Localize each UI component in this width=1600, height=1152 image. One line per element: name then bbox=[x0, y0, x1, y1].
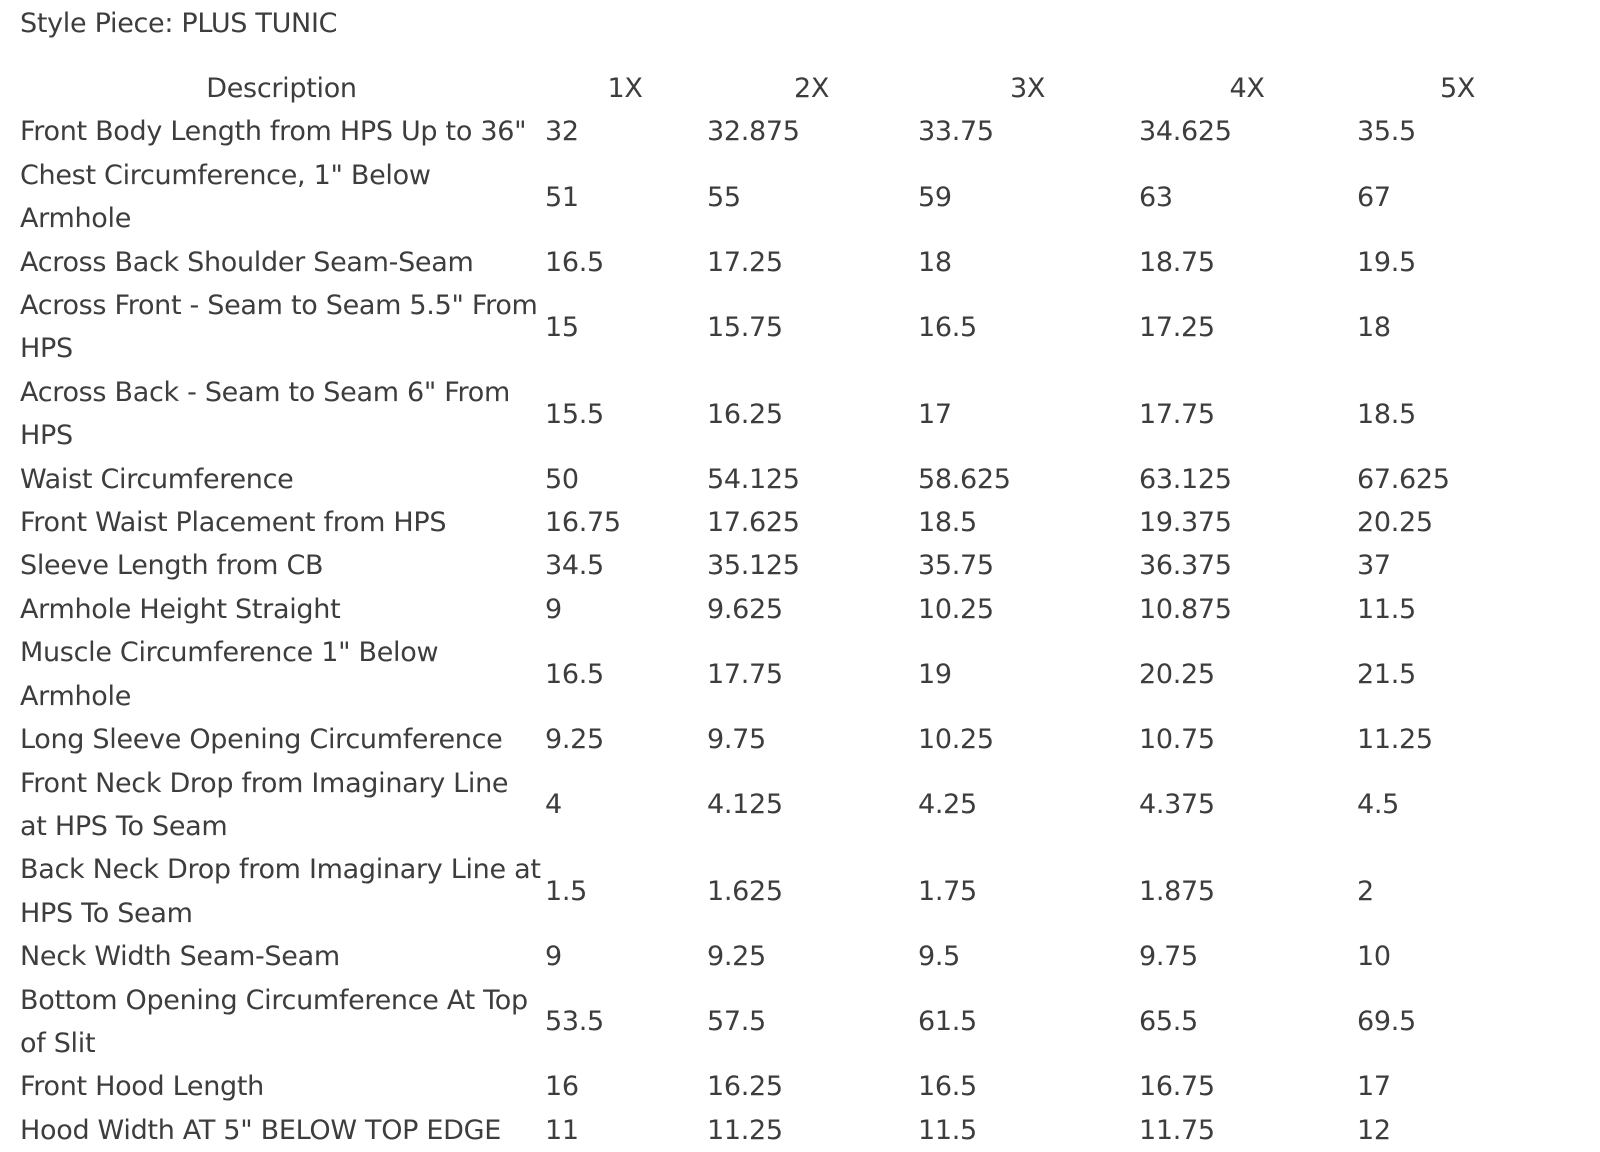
measurement-value-2x: 17.625 bbox=[707, 507, 800, 539]
table-body bbox=[18, 110, 1558, 1152]
measurement-value-3x: 58.625 bbox=[918, 463, 1011, 495]
measurement-value-2x: 17.75 bbox=[707, 658, 783, 690]
table-row bbox=[18, 241, 1558, 284]
header-size-4x: 4X bbox=[1229, 73, 1265, 104]
measurement-description: Hood Width AT 5" BELOW TOP EDGE bbox=[20, 1114, 502, 1146]
measurement-value-2x: 9.75 bbox=[707, 724, 766, 756]
measurement-value-4x: 10.75 bbox=[1139, 724, 1215, 756]
table-row bbox=[18, 284, 1558, 371]
measurement-value-5x: 35.5 bbox=[1357, 116, 1416, 148]
measurement-value-5x: 20.25 bbox=[1357, 507, 1433, 539]
measurement-value-4x: 63 bbox=[1139, 181, 1173, 213]
table-row bbox=[18, 588, 1558, 631]
measurement-value-3x: 59 bbox=[918, 181, 952, 213]
measurement-value-5x: 4.5 bbox=[1357, 789, 1400, 821]
measurement-value-1x: 15.5 bbox=[545, 398, 604, 430]
measurement-value-5x: 2 bbox=[1357, 876, 1374, 908]
measurement-value-4x: 65.5 bbox=[1139, 1006, 1198, 1038]
measurement-value-3x: 1.75 bbox=[918, 876, 977, 908]
measurement-value-5x: 12 bbox=[1357, 1114, 1391, 1146]
table-row bbox=[18, 371, 1558, 458]
measurement-description: Sleeve Length from CB bbox=[20, 550, 324, 582]
measurement-value-4x: 19.375 bbox=[1139, 507, 1232, 539]
measurement-description: Across Front - Seam to Seam 5.5" From HPS bbox=[20, 290, 538, 365]
measurement-description: Front Waist Placement from HPS bbox=[20, 507, 447, 539]
header-description: Description bbox=[206, 73, 357, 104]
measurement-value-3x: 10.25 bbox=[918, 593, 994, 625]
measurement-value-2x: 54.125 bbox=[707, 463, 800, 495]
measurement-value-1x: 53.5 bbox=[545, 1006, 604, 1038]
measurement-value-2x: 16.25 bbox=[707, 398, 783, 430]
style-piece-title: Style Piece: PLUS TUNIC bbox=[20, 8, 338, 39]
measurement-value-4x: 11.75 bbox=[1139, 1114, 1215, 1146]
measurement-value-1x: 1.5 bbox=[545, 876, 588, 908]
measurement-value-2x: 55 bbox=[707, 181, 741, 213]
measurement-value-1x: 9 bbox=[545, 941, 562, 973]
measurement-value-2x: 17.25 bbox=[707, 246, 783, 278]
measurement-value-3x: 9.5 bbox=[918, 941, 961, 973]
measurement-value-4x: 16.75 bbox=[1139, 1071, 1215, 1103]
measurement-value-4x: 18.75 bbox=[1139, 246, 1215, 278]
measurement-value-5x: 11.25 bbox=[1357, 724, 1433, 756]
table-row bbox=[18, 110, 1558, 153]
measurement-value-5x: 21.5 bbox=[1357, 658, 1416, 690]
measurement-description: Bottom Opening Circumference At Top of Slit bbox=[20, 984, 528, 1059]
measurement-description: Armhole Height Straight bbox=[20, 593, 341, 625]
measurement-value-3x: 33.75 bbox=[918, 116, 994, 148]
measurement-value-1x: 4 bbox=[545, 789, 562, 821]
measurement-description: Front Hood Length bbox=[20, 1071, 264, 1103]
header-size-2x: 2X bbox=[793, 73, 830, 104]
measurement-value-1x: 50 bbox=[545, 463, 579, 495]
measurement-description: Long Sleeve Opening Circumference bbox=[20, 724, 503, 756]
measurement-description: Across Back Shoulder Seam-Seam bbox=[20, 246, 474, 278]
measurement-description: Muscle Circumference 1" Below Armhole bbox=[20, 637, 439, 712]
measurement-value-1x: 34.5 bbox=[545, 550, 604, 582]
table-row bbox=[18, 458, 1558, 501]
measurement-value-5x: 67.625 bbox=[1357, 463, 1450, 495]
measurement-value-3x: 16.5 bbox=[918, 1071, 977, 1103]
measurement-value-4x: 1.875 bbox=[1139, 876, 1215, 908]
measurement-value-3x: 61.5 bbox=[918, 1006, 977, 1038]
table-row bbox=[18, 154, 1558, 241]
table-row bbox=[18, 544, 1558, 587]
measurement-value-5x: 18 bbox=[1357, 311, 1391, 343]
table-row bbox=[18, 979, 1558, 1066]
table-row bbox=[18, 1065, 1558, 1108]
table-row bbox=[18, 762, 1558, 849]
measurement-description: Back Neck Drop from Imaginary Line at HPS To Seam bbox=[20, 854, 541, 929]
measurement-value-3x: 10.25 bbox=[918, 724, 994, 756]
measurement-description: Front Body Length from HPS Up to 36" bbox=[20, 116, 527, 148]
measurement-value-1x: 51 bbox=[545, 181, 579, 213]
table-row bbox=[18, 718, 1558, 761]
table-row bbox=[18, 631, 1558, 718]
measurement-value-1x: 16.5 bbox=[545, 658, 604, 690]
measurement-value-1x: 32 bbox=[545, 116, 579, 148]
measurement-value-2x: 16.25 bbox=[707, 1071, 783, 1103]
measurement-value-1x: 9 bbox=[545, 593, 562, 625]
measurement-value-3x: 16.5 bbox=[918, 311, 977, 343]
measurement-value-4x: 4.375 bbox=[1139, 789, 1215, 821]
measurement-value-4x: 17.75 bbox=[1139, 398, 1215, 430]
table-row bbox=[18, 935, 1558, 978]
measurement-value-4x: 20.25 bbox=[1139, 658, 1215, 690]
measurement-value-3x: 19 bbox=[918, 658, 952, 690]
measurement-value-4x: 10.875 bbox=[1139, 593, 1232, 625]
measurement-value-2x: 35.125 bbox=[707, 550, 800, 582]
header-size-3x: 3X bbox=[1009, 73, 1046, 104]
measurement-description: Waist Circumference bbox=[20, 463, 294, 495]
measurement-value-1x: 9.25 bbox=[545, 724, 604, 756]
table-row bbox=[18, 1109, 1558, 1152]
measurement-value-2x: 57.5 bbox=[707, 1006, 766, 1038]
measurement-value-3x: 11.5 bbox=[918, 1114, 977, 1146]
measurement-value-2x: 11.25 bbox=[707, 1114, 783, 1146]
table-row bbox=[18, 501, 1558, 544]
measurement-description: Across Back - Seam to Seam 6" From HPS bbox=[20, 376, 510, 452]
header-size-1x: 1X bbox=[607, 73, 643, 104]
measurement-value-5x: 18.5 bbox=[1357, 398, 1416, 430]
measurement-value-4x: 17.25 bbox=[1139, 311, 1215, 343]
measurement-description: Neck Width Seam-Seam bbox=[20, 941, 340, 973]
header-size-5x: 5X bbox=[1439, 73, 1476, 104]
measurement-value-2x: 9.625 bbox=[707, 593, 783, 625]
measurement-value-4x: 36.375 bbox=[1139, 550, 1232, 582]
measurement-value-3x: 17 bbox=[918, 398, 952, 430]
measurement-value-4x: 9.75 bbox=[1139, 941, 1198, 973]
measurement-value-2x: 32.875 bbox=[707, 116, 800, 148]
measurement-description: Front Neck Drop from Imaginary Line at HPS To Seam bbox=[20, 767, 509, 842]
measurement-value-2x: 4.125 bbox=[707, 789, 783, 821]
measurement-value-5x: 17 bbox=[1357, 1071, 1391, 1103]
measurement-value-5x: 69.5 bbox=[1357, 1006, 1416, 1038]
measurement-value-5x: 11.5 bbox=[1357, 593, 1416, 625]
measurement-value-3x: 18.5 bbox=[918, 507, 977, 539]
measurement-description: Chest Circumference, 1" Below Armhole bbox=[20, 159, 431, 235]
measurement-value-2x: 1.625 bbox=[707, 876, 783, 908]
measurement-value-2x: 15.75 bbox=[707, 311, 783, 343]
measurement-value-1x: 15 bbox=[545, 311, 579, 343]
size-spec-table bbox=[18, 67, 1558, 1152]
table-header-row bbox=[18, 67, 1558, 110]
table-row bbox=[18, 848, 1558, 935]
measurement-value-1x: 11 bbox=[545, 1114, 579, 1146]
measurement-value-5x: 10 bbox=[1357, 941, 1391, 973]
measurement-value-1x: 16.75 bbox=[545, 507, 621, 539]
measurement-value-1x: 16 bbox=[545, 1071, 579, 1103]
measurement-value-3x: 35.75 bbox=[918, 550, 994, 582]
measurement-value-5x: 67 bbox=[1357, 181, 1391, 213]
measurement-value-3x: 18 bbox=[918, 246, 952, 278]
measurement-value-5x: 37 bbox=[1357, 550, 1391, 582]
measurement-value-4x: 34.625 bbox=[1139, 116, 1232, 148]
measurement-value-2x: 9.25 bbox=[707, 941, 766, 973]
measurement-value-4x: 63.125 bbox=[1139, 463, 1232, 495]
measurement-value-5x: 19.5 bbox=[1357, 246, 1416, 278]
measurement-value-1x: 16.5 bbox=[545, 246, 604, 278]
measurement-value-3x: 4.25 bbox=[918, 789, 977, 821]
